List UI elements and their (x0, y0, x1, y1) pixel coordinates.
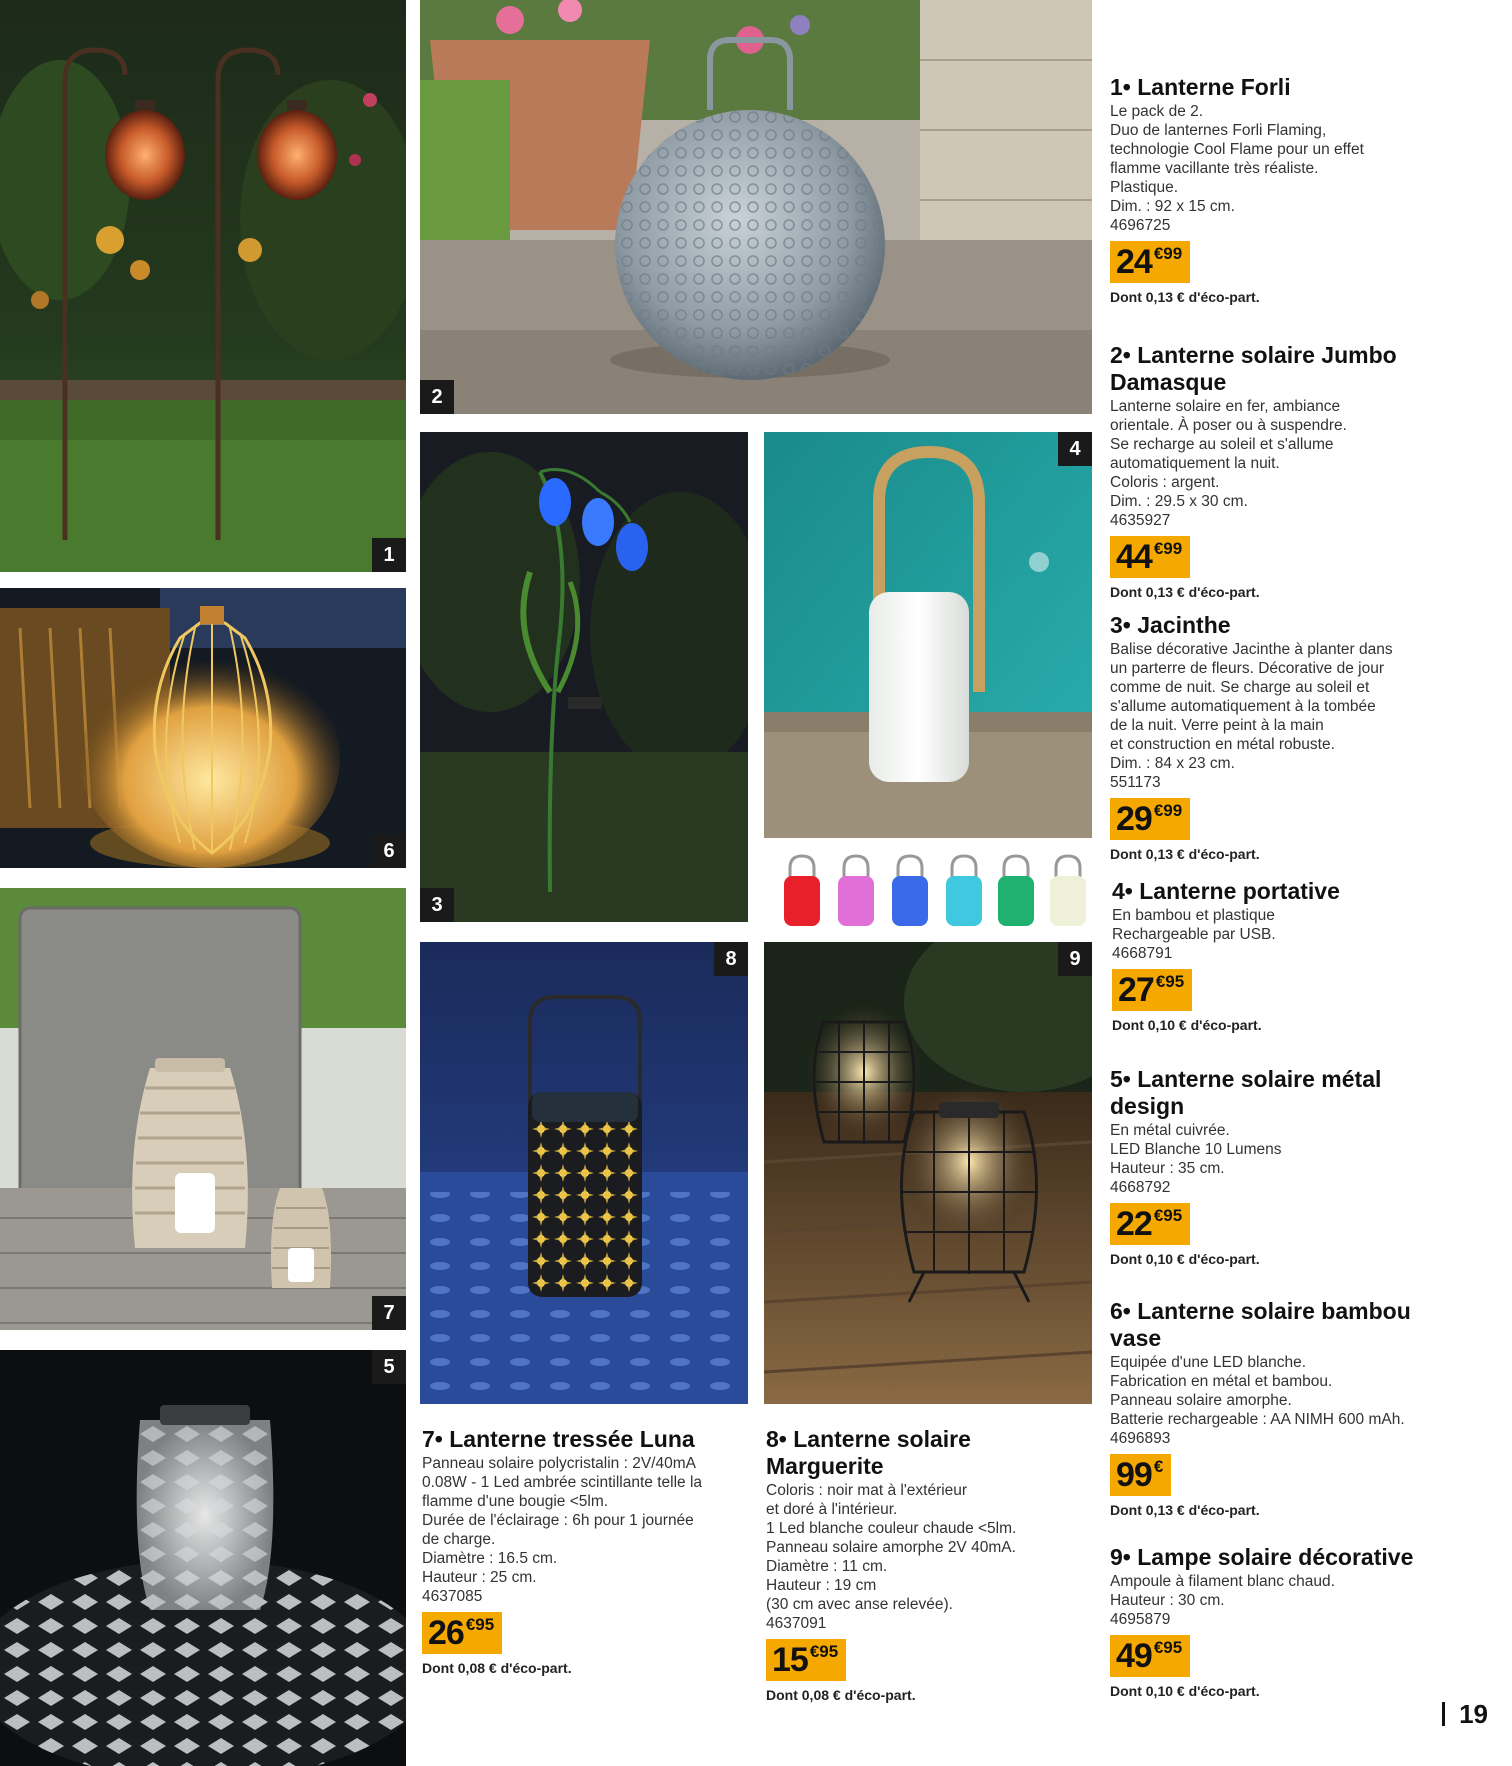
desc-line: Batterie rechargeable : AA NIMH 600 mAh. (1110, 1411, 1405, 1428)
product-4 (1112, 878, 1502, 1033)
product-description (1110, 102, 1500, 235)
desc-line: un parterre de fleurs. Décorative de jour (1110, 660, 1384, 677)
desc-line: Panneau solaire amorphe. (1110, 1392, 1292, 1409)
desc-line: technologie Cool Flame pour un effet (1110, 141, 1364, 158)
desc-line: s'allume automatiquement à la tombée (1110, 698, 1376, 715)
desc-line: 4668791 (1112, 945, 1173, 962)
price-integer: 44 (1116, 538, 1152, 576)
eco-participation: Dont 0,10 € d'éco-part. (1110, 1683, 1260, 1699)
price-integer: 24 (1116, 243, 1152, 281)
desc-line: 4637091 (766, 1615, 827, 1632)
product-1 (1110, 74, 1500, 305)
badge-5: 5 (372, 1350, 406, 1384)
eco-participation: Dont 0,13 € d'éco-part. (1110, 289, 1260, 305)
desc-line: flamme vacillante très réaliste. (1110, 160, 1319, 177)
desc-line: Balise décorative Jacinthe à planter dans (1110, 641, 1393, 658)
page-number (1442, 1699, 1488, 1730)
eco-participation: Dont 0,08 € d'éco-part. (422, 1660, 572, 1676)
product-description (1110, 640, 1500, 792)
price-tag (766, 1639, 846, 1681)
title-line: 5• Lanterne solaire métal (1110, 1066, 1382, 1092)
product-title: 1• Lanterne Forli (1110, 74, 1291, 100)
title-line: 2• Lanterne solaire Jumbo (1110, 342, 1397, 368)
product-title: 7• Lanterne tressée Luna (422, 1426, 695, 1452)
desc-line: Hauteur : 30 cm. (1110, 1592, 1225, 1609)
price-cents: €95 (1153, 1638, 1183, 1657)
desc-line: En bambou et plastique (1112, 907, 1275, 924)
product-8 (766, 1426, 1096, 1703)
product-title: 9• Lampe solaire décorative (1110, 1544, 1414, 1570)
product-5 (1110, 1066, 1500, 1267)
desc-line: Dim. : 92 x 15 cm. (1110, 198, 1235, 215)
product-title: 4• Lanterne portative (1112, 878, 1340, 904)
photo-lanterne-forli (0, 0, 406, 572)
price-tag (1112, 969, 1192, 1011)
desc-line: Dim. : 29.5 x 30 cm. (1110, 493, 1248, 510)
price-tag (1110, 241, 1190, 283)
desc-line: de la nuit. Verre peint à la main (1110, 717, 1324, 734)
title-line: 8• Lanterne solaire (766, 1426, 971, 1452)
price-cents: €95 (1153, 1206, 1183, 1225)
product-description (422, 1454, 752, 1606)
desc-line: 4637085 (422, 1588, 483, 1605)
photo-lanterne-metal-design (0, 1350, 406, 1766)
product-title (1110, 1298, 1510, 1352)
desc-line: Hauteur : 35 cm. (1110, 1160, 1225, 1177)
price-cents: €99 (1153, 801, 1183, 820)
product-title (1110, 342, 1500, 396)
price-cents: €95 (1155, 972, 1185, 991)
desc-line: Equipée d'une LED blanche. (1110, 1354, 1306, 1371)
product-description (1110, 397, 1500, 530)
desc-line: 1 Led blanche couleur chaude <5lm. (766, 1520, 1017, 1537)
desc-line: En métal cuivrée. (1110, 1122, 1230, 1139)
photo-lanterne-portative (764, 432, 1092, 838)
product-7 (422, 1426, 752, 1676)
price-integer: 49 (1116, 1637, 1152, 1675)
desc-line: Diamètre : 11 cm. (766, 1558, 888, 1575)
product-description (1110, 1353, 1510, 1448)
desc-line: 4668792 (1110, 1179, 1171, 1196)
price-cents: €95 (465, 1615, 495, 1634)
product-title (1110, 1066, 1500, 1120)
badge-1: 1 (372, 538, 406, 572)
product-2 (1110, 342, 1500, 600)
desc-line: de charge. (422, 1531, 496, 1548)
desc-line: Se recharge au soleil et s'allume (1110, 436, 1334, 453)
desc-line: flamme d'une bougie <5lm. (422, 1493, 609, 1510)
product-6 (1110, 1298, 1510, 1518)
desc-line: Fabrication en métal et bambou. (1110, 1373, 1333, 1390)
photo-lanterne-jumbo-damasque (420, 0, 1092, 414)
photo-lanterne-portative-coloris (764, 840, 1092, 938)
title-line: design (1110, 1093, 1185, 1119)
title-line: Marguerite (766, 1453, 884, 1479)
desc-line: LED Blanche 10 Lumens (1110, 1141, 1282, 1158)
desc-line: 551173 (1110, 774, 1161, 791)
desc-line: 4635927 (1110, 512, 1171, 529)
desc-line: Ampoule à filament blanc chaud. (1110, 1573, 1335, 1590)
desc-line: Le pack de 2. (1110, 103, 1204, 120)
desc-line: et doré à l'intérieur. (766, 1501, 898, 1518)
desc-line: Plastique. (1110, 179, 1179, 196)
badge-2: 2 (420, 380, 454, 414)
desc-line: Dim. : 84 x 23 cm. (1110, 755, 1235, 772)
page-number-value: 19 (1459, 1699, 1488, 1729)
desc-line: Lanterne solaire en fer, ambiance (1110, 398, 1341, 415)
price-tag (1110, 798, 1190, 840)
desc-line: 0.08W - 1 Led ambrée scintillante telle la (422, 1474, 703, 1491)
price-integer: 99 (1116, 1456, 1152, 1494)
price-integer: 29 (1116, 800, 1152, 838)
desc-line: Hauteur : 25 cm. (422, 1569, 537, 1586)
title-line: Damasque (1110, 369, 1227, 395)
product-3 (1110, 612, 1500, 862)
badge-9: 9 (1058, 942, 1092, 976)
badge-8: 8 (714, 942, 748, 976)
photo-lanterne-tressee-luna (0, 888, 406, 1330)
eco-participation: Dont 0,10 € d'éco-part. (1112, 1017, 1262, 1033)
desc-line: Duo de lanternes Forli Flaming, (1110, 122, 1327, 139)
price-cents: € (1153, 1457, 1164, 1476)
price-integer: 15 (772, 1641, 808, 1679)
desc-line: 4696725 (1110, 217, 1171, 234)
page-number-separator (1442, 1702, 1445, 1726)
desc-line: 4696893 (1110, 1430, 1171, 1447)
price-tag (1110, 536, 1190, 578)
product-description (1110, 1121, 1500, 1197)
desc-line: et construction en métal robuste. (1110, 736, 1335, 753)
badge-3: 3 (420, 888, 454, 922)
desc-line: Diamètre : 16.5 cm. (422, 1550, 558, 1567)
title-line: 6• Lanterne solaire bambou (1110, 1298, 1411, 1324)
product-description (1110, 1572, 1500, 1629)
price-integer: 27 (1118, 971, 1154, 1009)
eco-participation: Dont 0,13 € d'éco-part. (1110, 1502, 1260, 1518)
photo-jacinthe (420, 432, 748, 922)
desc-line: automatiquement la nuit. (1110, 455, 1280, 472)
desc-line: Coloris : noir mat à l'extérieur (766, 1482, 968, 1499)
eco-participation: Dont 0,13 € d'éco-part. (1110, 584, 1260, 600)
badge-4: 4 (1058, 432, 1092, 466)
product-9 (1110, 1544, 1500, 1699)
photo-lampe-solaire-decorative (764, 942, 1092, 1404)
title-line: vase (1110, 1325, 1162, 1351)
eco-participation: Dont 0,13 € d'éco-part. (1110, 846, 1260, 862)
badge-7: 7 (372, 1296, 406, 1330)
desc-line: Panneau solaire polycristalin : 2V/40mA (422, 1455, 696, 1472)
desc-line: 4695879 (1110, 1611, 1171, 1628)
desc-line: Panneau solaire amorphe 2V 40mA. (766, 1539, 1016, 1556)
price-tag (422, 1612, 502, 1654)
badge-6: 6 (372, 834, 406, 868)
desc-line: (30 cm avec anse relevée). (766, 1596, 953, 1613)
desc-line: Coloris : argent. (1110, 474, 1220, 491)
product-description (1112, 906, 1502, 963)
price-cents: €95 (809, 1642, 839, 1661)
product-description (766, 1481, 1096, 1633)
desc-line: comme de nuit. Se charge au soleil et (1110, 679, 1370, 696)
desc-line: Hauteur : 19 cm (766, 1577, 877, 1594)
desc-line: Durée de l'éclairage : 6h pour 1 journée (422, 1512, 694, 1529)
price-cents: €99 (1153, 539, 1183, 558)
price-tag (1110, 1454, 1171, 1496)
price-integer: 22 (1116, 1205, 1152, 1243)
price-tag (1110, 1635, 1190, 1677)
price-integer: 26 (428, 1614, 464, 1652)
desc-line: orientale. À poser ou à suspendre. (1110, 417, 1347, 434)
desc-line: Rechargeable par USB. (1112, 926, 1276, 943)
price-tag (1110, 1203, 1190, 1245)
photo-lanterne-bambou-vase (0, 588, 406, 868)
photo-lanterne-marguerite (420, 942, 748, 1404)
product-title (766, 1426, 1096, 1480)
price-cents: €99 (1153, 244, 1183, 263)
eco-participation: Dont 0,08 € d'éco-part. (766, 1687, 916, 1703)
product-title: 3• Jacinthe (1110, 612, 1231, 638)
eco-participation: Dont 0,10 € d'éco-part. (1110, 1251, 1260, 1267)
